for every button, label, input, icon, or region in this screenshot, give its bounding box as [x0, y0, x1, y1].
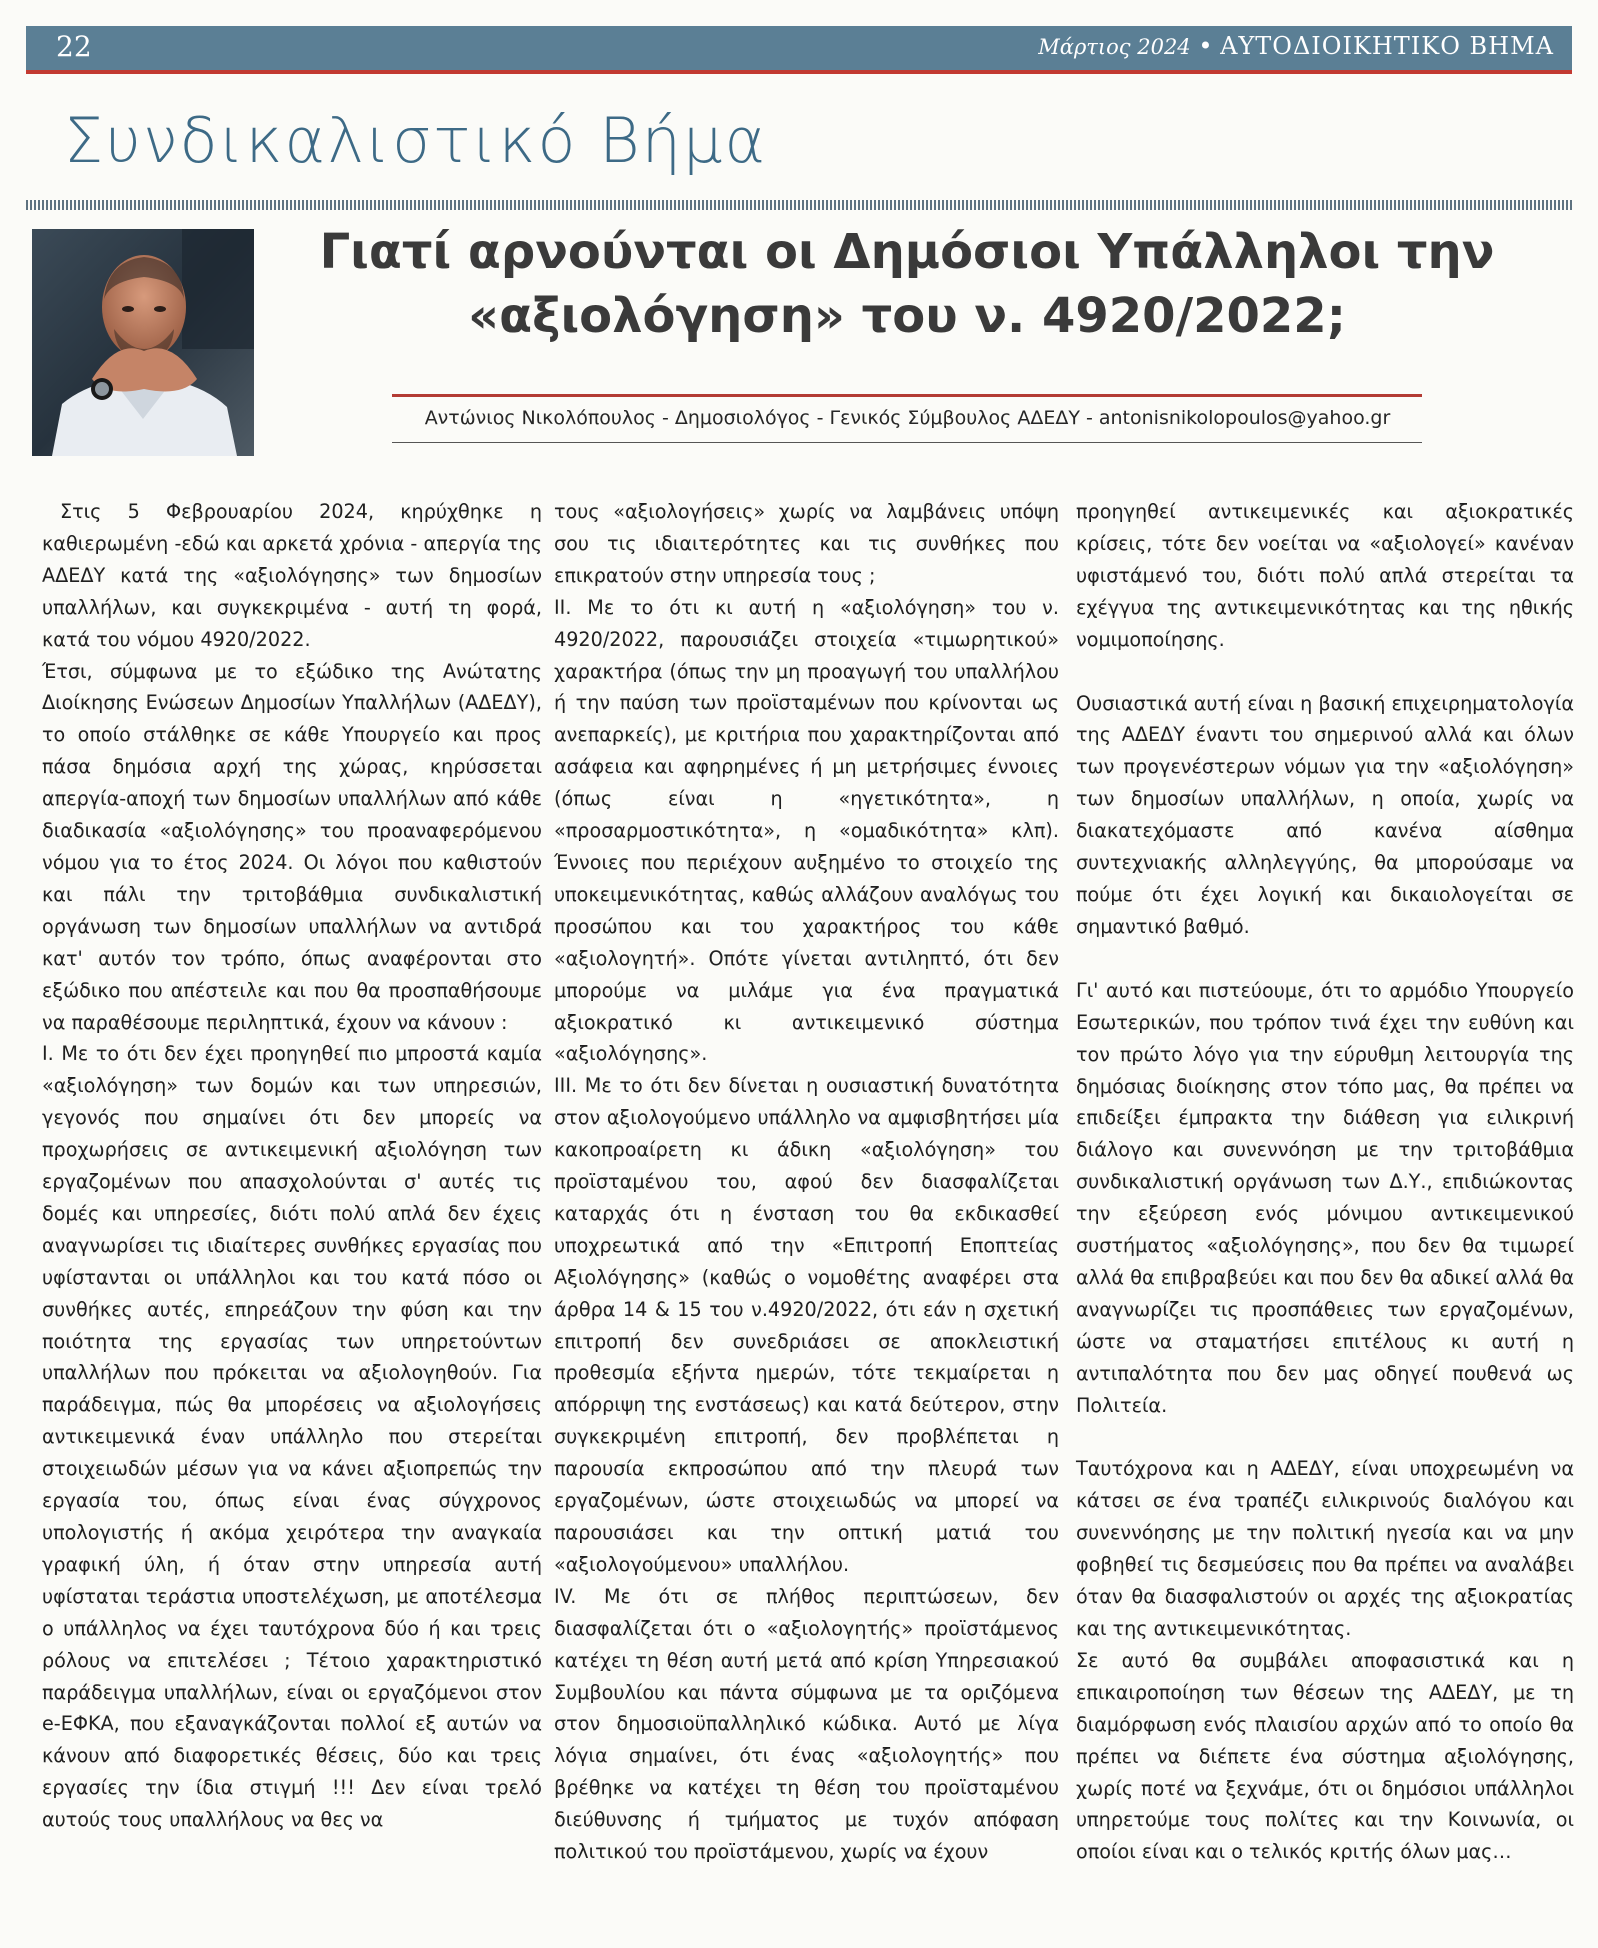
paragraph: ΙΙ. Με το ότι κι αυτή η «αξιολόγηση» του ν. 4920/2022, παρουσιάζει στοιχεία «τιμωρητικού» χαρακτήρα (όπως την μη προαγωγή του υπαλλήλου ή την παύση των προϊσταμένων που κρίνονται ως ανεπαρκείς), με κριτήρια που χαρακτηρίζονται από ασάφεια και αφηρημένες ή μη μετρήσιμες έννοιες (όπως είναι η «ηγετικότητα», η «προσαρμοστικότητα», η «ομαδικότητα» κλπ). Έννοιες που περιέχουν αυξημένο το στοιχείο της υποκειμενικότητας, καθώς αλλάζουν αναλόγως του προσώπου και του χαρακτήρος του κάθε «αξιολογητή». Οπότε γίνεται αντιληπτό, ότι δεν μπορούμε να μιλάμε για ένα πραγματικά αξιοκρατικό κι αντικειμενικό σύστημα «αξιολόγησης». — [554, 595, 1059, 1066]
header-accent-rule — [26, 70, 1572, 74]
masthead — [1038, 32, 1554, 60]
masthead-separator: • — [1198, 32, 1213, 60]
article-column-3 — [1076, 496, 1574, 1868]
paragraph: ΙV. Με ότι σε πλήθος περιπτώσεων, δεν διασφαλίζεται ότι ο «αξιολογητής» προϊστάμενος κατέχει τη θέση αυτή μετά από κρίση Υπηρεσιακού Συμβουλίου και πάντα σύμφωνα με τα οριζόμενα στον δημοσιοϋπαλληλικό κώδικα. Αυτό με λίγα λόγια σημαίνει, ότι ένας «αξιολογητής» που βρέθηκε να κατέχει τη θέση του προϊσταμένου διεύθυνσης ή τμήματος με τυχόν απόφαση πολιτικού του προϊστάμενου, χωρίς να έχουν — [554, 1584, 1059, 1864]
paragraph: Σε αυτό θα συμβάλει αποφασιστικά και η επικαιροποίηση των θέσεων της ΑΔΕΔΥ, με τη διαμόρφωση ενός πλαισίου αρχών από το οποίο θα πρέπει να διέπετε ένα σύστημα αξιολόγησης, χωρίς ποτέ να ξεχνάμε, ότι οι δημόσιοι υπάλληλοι υπηρετούμε τους πολίτες και την Κοινωνία, οι οποίοι είναι και ο τελικός κριτής όλων μας… — [1076, 1648, 1574, 1864]
byline-rule — [392, 442, 1422, 443]
article-column-1 — [42, 496, 542, 1836]
paragraph: τους «αξιολογήσεις» χωρίς να λαμβάνεις υπόψη σου τις ιδιαιτερότητες και τις συνθήκες που επικρατούν στην υπηρεσία τους ; — [554, 500, 1059, 587]
article-column-2 — [554, 496, 1059, 1868]
paragraph: Ι. Με το ότι δεν έχει προηγηθεί πιο μπροστά καμία «αξιολόγηση» των δομών και των υπηρεσιών, γεγονός που σημαίνει ότι δεν μπορείς να προχωρήσεις σε αντικειμενική αξιολόγηση των εργαζομένων που απασχολούνται σ' αυτές τις δομές και υπηρεσίες, διότι πολύ απλά δεν έχεις αναγνωρίσει τις ιδιαίτερες συνθήκες εργασίας που υφίστανται οι υπάλληλοι και του κατά πόσο οι συνθήκες αυτές, επηρεάζουν την φύση και την ποιότητα της εργασίας των υπηρετούντων υπαλλήλων που πρόκειται να αξιολογηθούν. Για παράδειγμα, πώς θα μπορέσεις να αξιολογήσεις αντικειμενικά έναν υπάλληλο που στερείται στοιχειωδών μέσων για να κάνει αξιοπρεπώς την εργασία του, όπως είναι ένας σύγχρονος υπολογιστής ή ακόμα χειρότερα την αναγκαία γραφική ύλη, ή όταν στην υπηρεσία αυτή υφίσταται τεράστια υποστελέχωση, με αποτέλεσμα ο υπάλληλος να έχει ταυτόχρονα δύο ή και τρεις ρόλους να επιτελέσει ; Τέτοιο χαρακτηριστικό παράδειγμα υπαλλήλων, είναι οι εργαζόμενοι στον e-ΕΦΚΑ, που εξαναγκάζονται πολλοί εξ αυτών να κάνουν από διαφορετικές θέσεις, δύο και τρεις εργασίες την ίδια στιγμή !!! Δεν είναι τρελό αυτούς τους υπαλλήλους να θες να — [42, 1042, 542, 1832]
headline-line-1: Γιατί αρνούνται οι Δημόσιοι Υπάλληλοι την — [319, 224, 1495, 280]
paragraph: Ταυτόχρονα και η ΑΔΕΔΥ, είναι υποχρεωμένη να κάτσει σε ένα τραπέζι ειλικρινούς διαλόγου και συνεννόησης με την πολιτική ηγεσία και να μην φοβηθεί τις δεσμεύσεις που θα πρέπει να αναλάβει όταν θα διασφαλιστούν οι αρχές της αξιοκρατίας και της αντικειμενικότητας. — [1076, 1457, 1574, 1640]
paragraph: ΙΙΙ. Με το ότι δεν δίνεται η ουσιαστική δυνατότητα στον αξιολογούμενο υπάλληλο να αμφισβητήσει μία κακοπροαίρετη κι άδικη «αξιολόγηση» του προϊσταμένου του, αφού δεν διασφαλίζεται καταρχάς ότι η ένσταση του θα εκδικασθεί υποχρεωτικά από την «Επιτροπή Εποπτείας Αξιολόγησης» (καθώς ο νομοθέτης αναφέρει στα άρθρα 14 & 15 του ν.4920/2022, ότι εάν η σχετική επιτροπή δεν συνεδριάσει σε αποκλειστική προθεσμία εξήντα ημερών, τότε τεκμαίρεται η απόρριψη της ενστάσεως) και κατά δεύτερον, στην συγκεκριμένη επιτροπή, δεν προβλέπεται η παρουσία εκπροσώπου από την πλευρά των εργαζομένων, ώστε στοιχειωδώς να μπορεί να παρουσιάσει και την οπτική ματιά του «αξιολογούμενου» υπαλλήλου. — [554, 1074, 1059, 1576]
paragraph-gap — [1076, 1421, 1574, 1453]
headline-rule — [392, 394, 1422, 397]
publication-name: ΑΥΤΟΔΙΟΙΚΗΤΙΚΟ ΒΗΜΑ — [1220, 32, 1554, 60]
dotted-divider — [26, 200, 1572, 210]
paragraph: προηγηθεί αντικειμενικές και αξιοκρατικές κρίσεις, τότε δεν νοείται να «αξιολογεί» κανέναν υφιστάμενό του, διότι πολύ απλά στερείται τα εχέγγυα της αντικειμενικότητας και της ηθικής νομιμοποίησης. — [1076, 500, 1574, 651]
article-headline — [262, 220, 1552, 348]
issue-date: Μάρτιος 2024 — [1038, 35, 1191, 59]
paragraph: Ουσιαστικά αυτή είναι η βασική επιχειρηματολογία της ΑΔΕΔΥ έναντι του σημερινού αλλά και όλων των προγενέστερων νόμων για την «αξιολόγηση» των δημοσίων υπαλλήλων, η οποία, χωρίς να διακατεχόμαστε από κανένα αίσθημα συντεχνιακής αλληλεγγύης, θα μπορούσαμε να πούμε ότι έχει λογική και δικαιολογείται σε σημαντικό βαθμό. — [1076, 691, 1574, 938]
headline-line-2: «αξιολόγηση» του ν. 4920/2022; — [468, 288, 1346, 344]
paragraph-gap — [1076, 656, 1574, 688]
page-number: 22 — [56, 30, 92, 63]
paragraph-gap — [1076, 943, 1574, 975]
paragraph: Στις 5 Φεβρουαρίου 2024, κηρύχθηκε η καθιερωμένη -εδώ και αρκετά χρόνια - απεργία της ΑΔΕΔΥ κατά της «αξιολόγησης» των δημοσίων υπαλλήλων, και συγκεκριμένα - αυτή τη φορά, κατά του νόμου 4920/2022. — [42, 500, 542, 651]
paragraph: Γι' αυτό και πιστεύουμε, ότι το αρμόδιο Υπουργείο Εσωτερικών, που τρόπον τινά έχει την ευθύνη και τον πρώτο λόγο για την εύρυθμη λειτουργία της δημόσιας διοίκησης στον τόπο μας, θα πρέπει να επιδείξει έμπρακτα την διάθεση για ειλικρινή διάλογο και συνεννόηση με την τριτοβάθμια συνδικαλιστική οργάνωση των Δ.Υ., επιδιώκοντας την εξεύρεση ενός μόνιμου αντικειμενικού συστήματος «αξιολόγησης», που δεν θα τιμωρεί αλλά θα επιβραβεύει και που δεν θα αδικεί αλλά θα αναγνωρίζει τις προσπάθειες των εργαζομένων, ώστε να σταματήσει επιτέλους κι αυτή η αντιπαλότητα που δεν μας οδηγεί πουθενά ως Πολιτεία. — [1076, 978, 1574, 1417]
author-portrait-image — [32, 229, 254, 456]
byline: Αντώνιος Νικολόπουλος - Δημοσιολόγος - Γενικός Σύμβουλος ΑΔΕΔΥ - antonisnikolopoulos@yahoo.gr — [424, 407, 1391, 429]
paragraph: Έτσι, σύμφωνα με το εξώδικο της Ανώτατης Διοίκησης Ενώσεων Δημοσίων Υπαλλήλων (ΑΔΕΔΥ), το οποίο στάλθηκε σε κάθε Υπουργείο και προς πάσα δημόσια αρχή της χώρας, κηρύσσεται απεργία-αποχή των δημοσίων υπαλλήλων από κάθε διαδικασία «αξιολόγησης» του προαναφερόμενου νόμου για το έτος 2024. Οι λόγοι που καθιστούν και πάλι την τριτοβάθμια συνδικαλιστική οργάνωση των δημοσίων υπαλλήλων να αντιδρά κατ' αυτόν τον τρόπο, όπως αναφέρονται στο εξώδικο που απέστειλε και που θα προσπαθήσουμε να παραθέσουμε περιληπτικά, έχουν να κάνουν : — [42, 659, 542, 1034]
author-photo — [32, 229, 254, 456]
section-title: Συνδικαλιστικό Βήμα — [64, 104, 768, 177]
